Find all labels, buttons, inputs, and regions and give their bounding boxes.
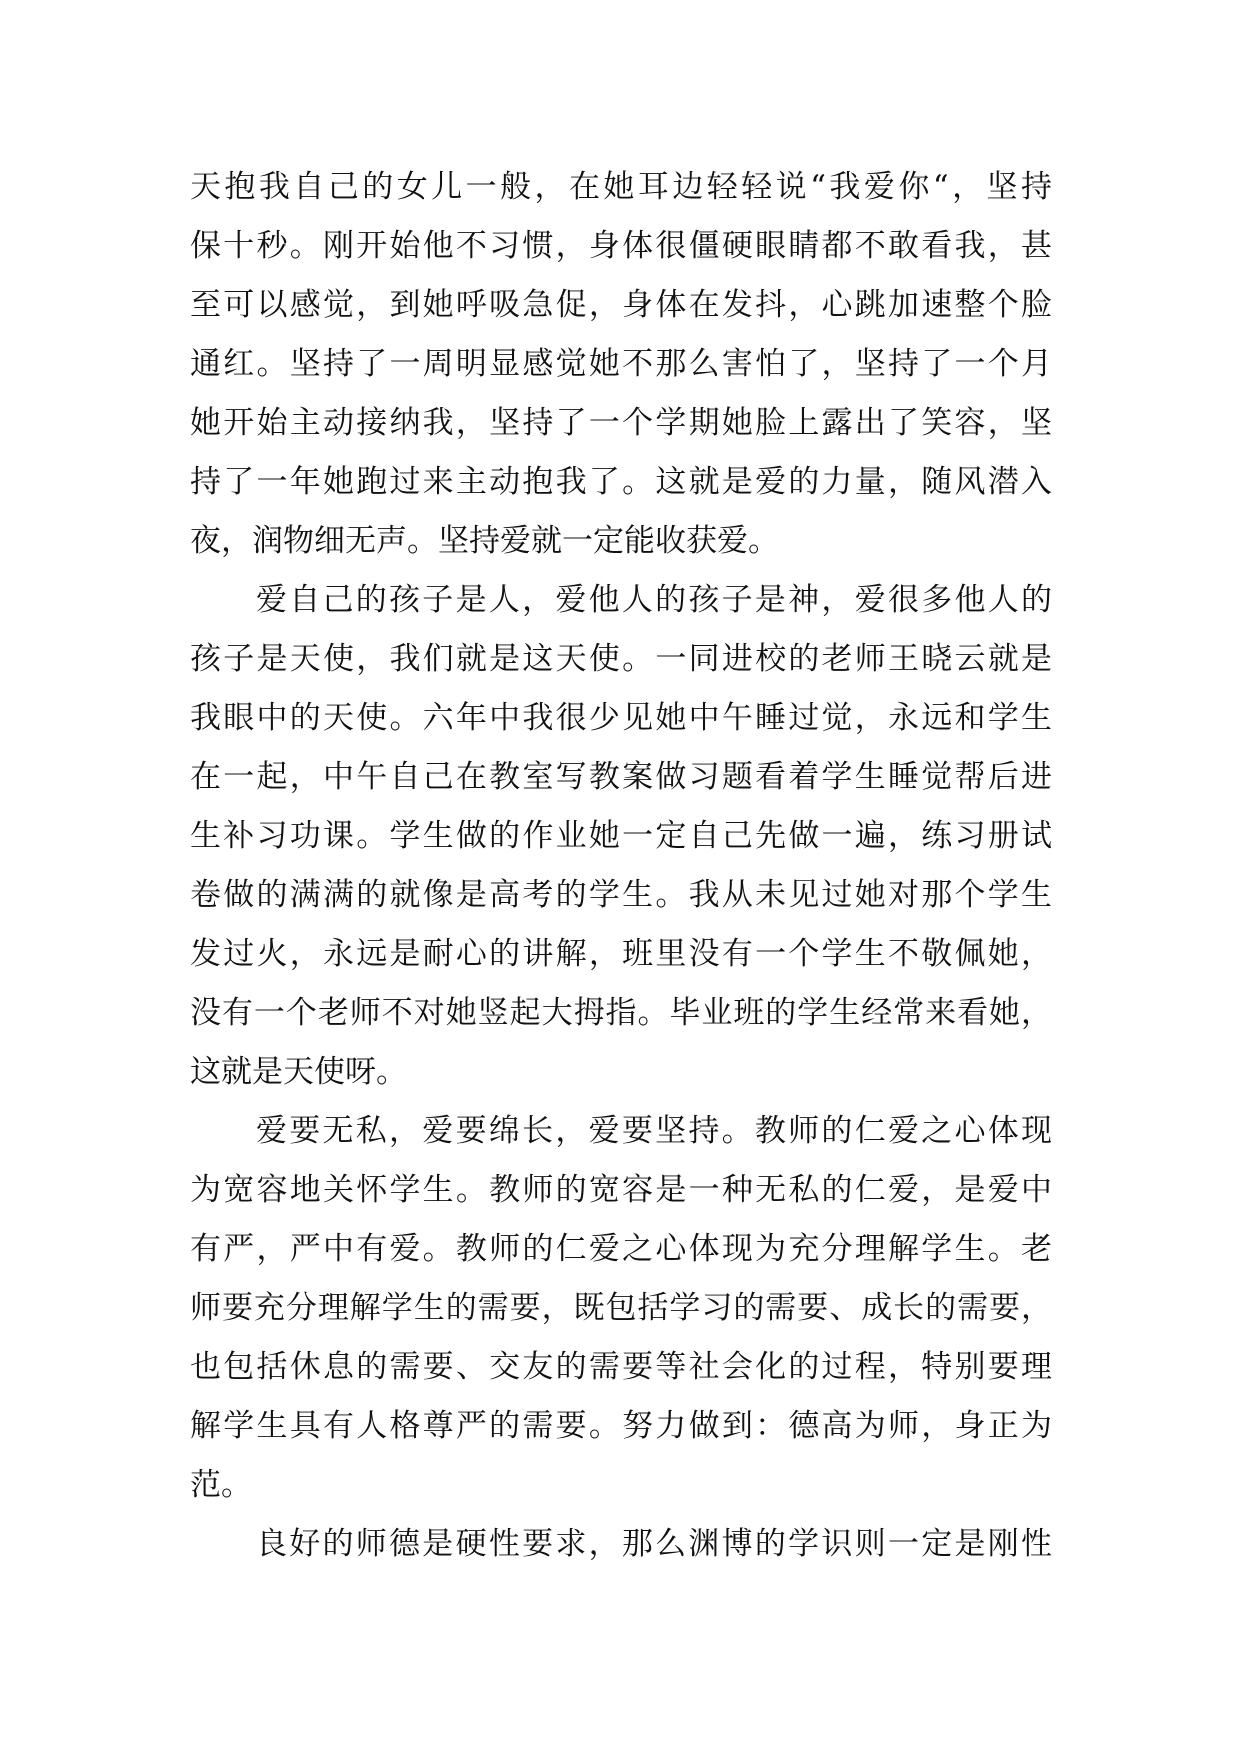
text-line: 她开始主动接纳我，坚持了一个学期她脸上露出了笑容，坚	[190, 405, 1052, 441]
text-line: 夜，润物细无声。坚持爱就一定能收获爱。	[190, 523, 779, 559]
text-line: 孩子是天使，我们就是这天使。一同进校的老师王晓云就是	[190, 641, 1052, 677]
text-line: 范。	[190, 1467, 252, 1503]
text-line: 没有一个老师不对她竖起大拇指。毕业班的学生经常来看她，	[190, 995, 1052, 1031]
text-line: 在一起，中午自己在教室写教案做习题看着学生睡觉帮后进	[190, 759, 1052, 795]
text-line: 爱要无私，爱要绵长，爱要坚持。教师的仁爱之心体现	[256, 1113, 1052, 1149]
text-line: 通红。坚持了一周明显感觉她不那么害怕了，坚持了一个月	[190, 346, 1052, 382]
text-line: 有严，严中有爱。教师的仁爱之心体现为充分理解学生。老	[190, 1231, 1052, 1267]
body-text	[190, 158, 1052, 1574]
text-line: 也包括休息的需要、交友的需要等社会化的过程，特别要理	[190, 1349, 1052, 1385]
text-line: 至可以感觉，到她呼吸急促，身体在发抖，心跳加速整个脸	[190, 287, 1052, 323]
text-line: 良好的师德是硬性要求，那么渊博的学识则一定是刚性	[256, 1526, 1052, 1562]
text-line: 为宽容地关怀学生。教师的宽容是一种无私的仁爱，是爱中	[190, 1172, 1052, 1208]
text-line: 我眼中的天使。六年中我很少见她中午睡过觉，永远和学生	[190, 700, 1052, 736]
text-line: 发过火，永远是耐心的讲解，班里没有一个学生不敬佩她，	[190, 936, 1052, 972]
text-line: 卷做的满满的就像是高考的学生。我从未见过她对那个学生	[190, 877, 1052, 913]
text-line: 这就是天使呀。	[190, 1054, 407, 1090]
text-line: 持了一年她跑过来主动抱我了。这就是爱的力量，随风潜入	[190, 464, 1052, 500]
text-line: 生补习功课。学生做的作业她一定自己先做一遍，练习册试	[190, 818, 1052, 854]
text-line: 解学生具有人格尊严的需要。努力做到：德高为师，身正为	[190, 1408, 1052, 1444]
text-line: 天抱我自己的女儿一般，在她耳边轻轻说“我爱你“，坚持	[190, 169, 1052, 205]
text-line: 爱自己的孩子是人，爱他人的孩子是神，爱很多他人的	[256, 582, 1052, 618]
text-line: 保十秒。刚开始他不习惯，身体很僵硬眼睛都不敢看我，甚	[190, 228, 1052, 264]
text-line: 师要充分理解学生的需要，既包括学习的需要、成长的需要，	[190, 1290, 1052, 1326]
